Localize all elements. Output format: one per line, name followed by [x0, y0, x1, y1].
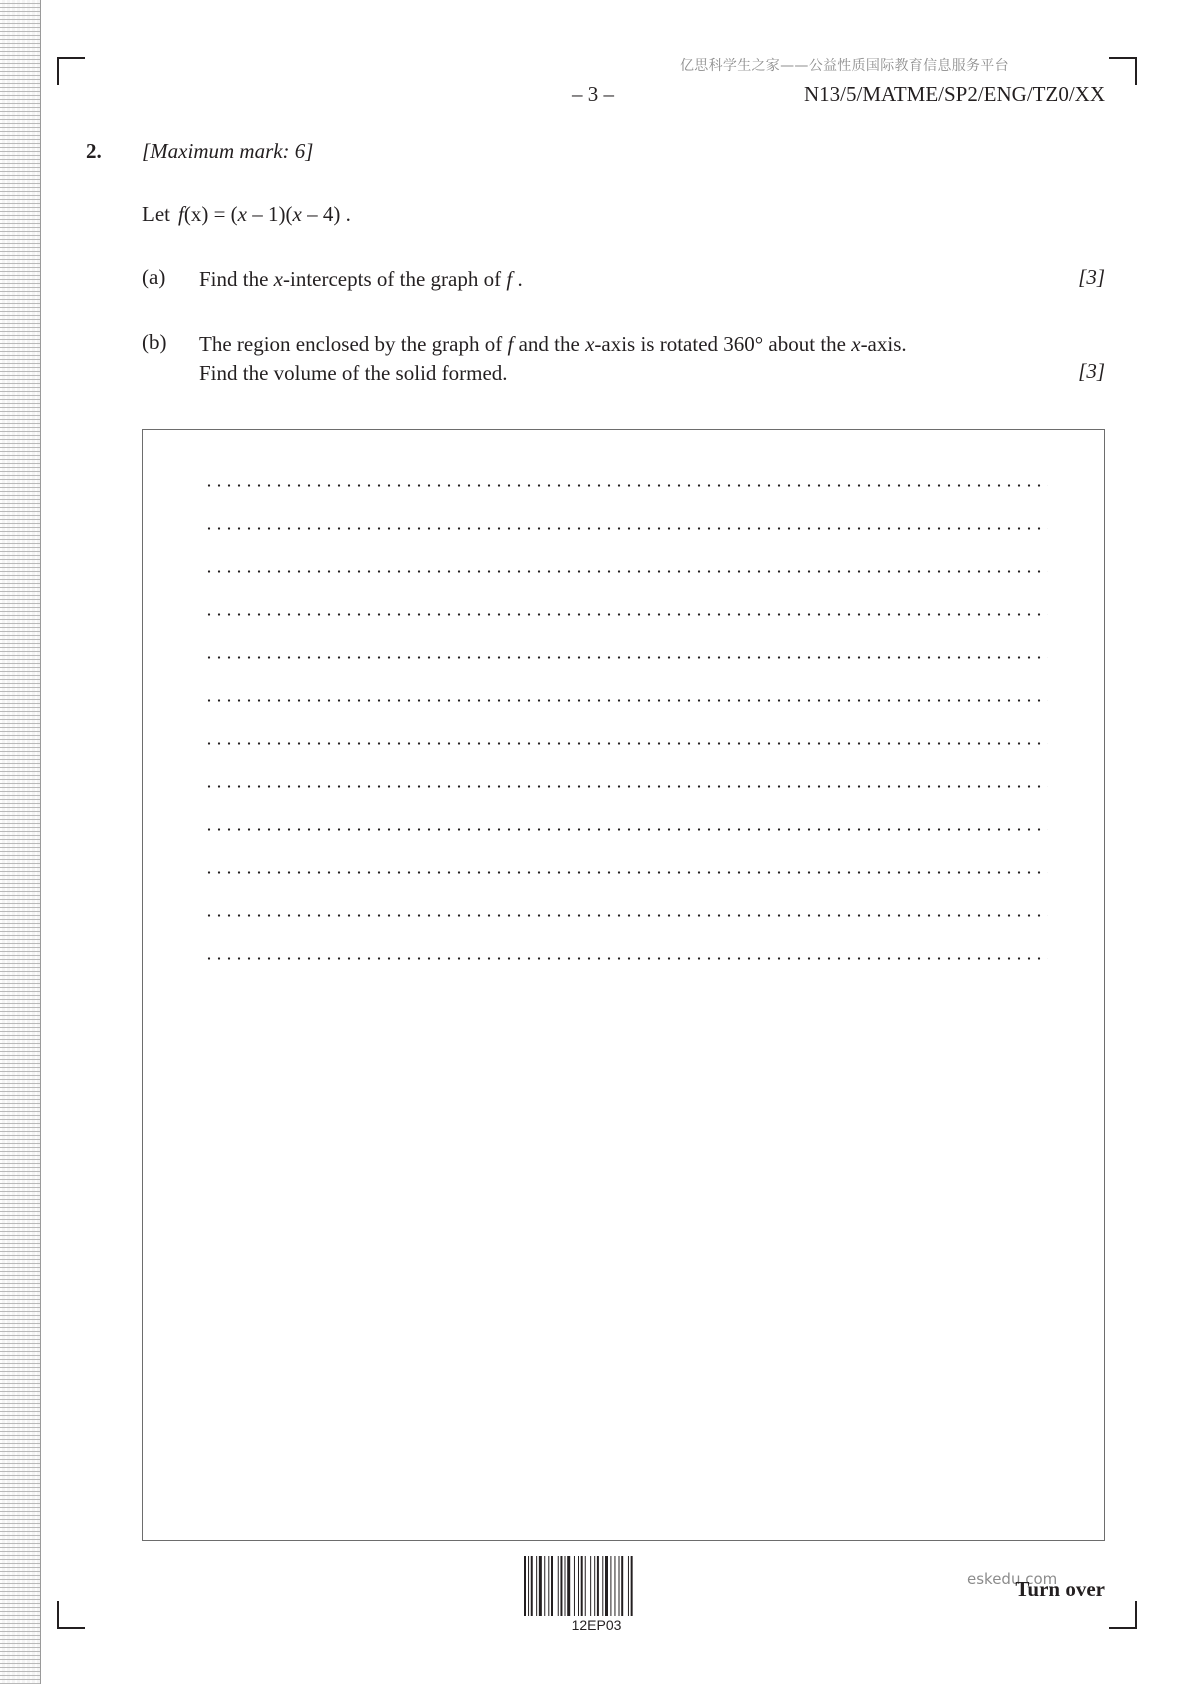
paper-code: N13/5/MATME/SP2/ENG/TZ0/XX: [803, 82, 1105, 106]
answer-line[interactable]: [204, 785, 1048, 788]
var-f: f: [506, 267, 513, 291]
intro-lead: Let: [142, 202, 170, 226]
barcode-bar: [539, 1556, 542, 1616]
var-x: x: [851, 332, 861, 356]
barcode-bar: [602, 1556, 603, 1616]
var-f: f: [507, 332, 514, 356]
part-b-line-2: Find the volume of the solid formed.: [199, 361, 508, 385]
barcode-bar: [597, 1556, 599, 1616]
binding-margin: [0, 0, 41, 1684]
barcode-bar: [614, 1556, 615, 1616]
barcode-bar: [548, 1556, 549, 1616]
site-watermark: eskedu.com: [967, 1570, 1058, 1588]
barcode-bar: [560, 1556, 562, 1616]
expr-var: x: [237, 202, 247, 226]
barcode-bar: [590, 1556, 591, 1616]
answer-line[interactable]: [204, 656, 1048, 659]
barcode-label: 12EP03: [571, 1617, 622, 1633]
answer-line[interactable]: [204, 527, 1048, 530]
part-b-marks: [3]: [1078, 359, 1105, 383]
var-x: x: [585, 332, 595, 356]
text-run: -axis is rotated 360° about the: [594, 332, 852, 356]
answer-line[interactable]: [204, 613, 1048, 616]
part-b-line-1: [199, 330, 907, 359]
barcode-bar: [631, 1556, 633, 1616]
barcode-bar: [544, 1556, 545, 1616]
function-definition: [142, 202, 351, 227]
turn-over: Turn over: [1015, 1577, 1105, 1601]
function-symbol: f: [177, 202, 184, 226]
text-run: and the: [513, 332, 586, 356]
answer-line[interactable]: [204, 914, 1048, 917]
var-x: x: [273, 267, 283, 291]
part-b-text: [199, 330, 907, 388]
crop-mark-top-left: [57, 57, 85, 85]
barcode-bar: [581, 1556, 583, 1616]
answer-line[interactable]: [204, 828, 1048, 831]
part-a-text: [199, 265, 523, 294]
expr-part: – 4) .: [301, 202, 351, 226]
text-run: Find the: [199, 267, 274, 291]
barcode-bar: [621, 1556, 623, 1616]
barcode-bar: [628, 1556, 629, 1616]
barcode-bar: [610, 1556, 611, 1616]
crop-mark-bottom-right: [1109, 1601, 1137, 1629]
barcode-bar: [619, 1556, 620, 1616]
crop-mark-top-right: [1109, 57, 1137, 85]
barcode-bar: [578, 1556, 579, 1616]
answer-line[interactable]: [204, 484, 1048, 487]
answer-line[interactable]: [204, 699, 1048, 702]
part-a-marks: [3]: [1078, 265, 1105, 289]
barcode-bar: [558, 1556, 559, 1616]
answer-line[interactable]: [204, 871, 1048, 874]
function-argument: (x): [183, 202, 209, 226]
barcode-bar: [567, 1556, 570, 1616]
question-number: 2.: [86, 139, 102, 163]
barcode-bar: [565, 1556, 566, 1616]
barcode-bar: [528, 1556, 529, 1616]
expr-var: x: [292, 202, 302, 226]
crop-mark-bottom-left: [57, 1601, 85, 1629]
barcode-bar: [574, 1556, 575, 1616]
barcode-bar: [536, 1556, 537, 1616]
barcode-bar: [594, 1556, 595, 1616]
header-watermark: 亿思科学生之家——公益性质国际教育信息服务平台: [680, 58, 1009, 74]
page-number: – 3 –: [572, 82, 614, 106]
barcode-bar: [531, 1556, 533, 1616]
barcode: [524, 1556, 669, 1616]
barcode-bar: [605, 1556, 608, 1616]
expr-part: = (: [208, 202, 238, 226]
function-expression: [178, 202, 351, 226]
text-run: .: [512, 267, 523, 291]
part-b-label: (b): [142, 330, 167, 354]
barcode-bar: [524, 1556, 526, 1616]
answer-line[interactable]: [204, 742, 1048, 745]
part-a-label: (a): [142, 265, 166, 289]
answer-line[interactable]: [204, 957, 1048, 960]
text-run: -axis.: [860, 332, 907, 356]
text-run: The region enclosed by the graph of: [199, 332, 508, 356]
answer-line[interactable]: [204, 570, 1048, 573]
maximum-mark: [Maximum mark: 6]: [142, 139, 314, 163]
answer-box[interactable]: [142, 429, 1105, 1541]
barcode-bar: [551, 1556, 553, 1616]
expr-part: – 1)(: [247, 202, 293, 226]
barcode-bar: [585, 1556, 586, 1616]
text-run: -intercepts of the graph of: [283, 267, 507, 291]
